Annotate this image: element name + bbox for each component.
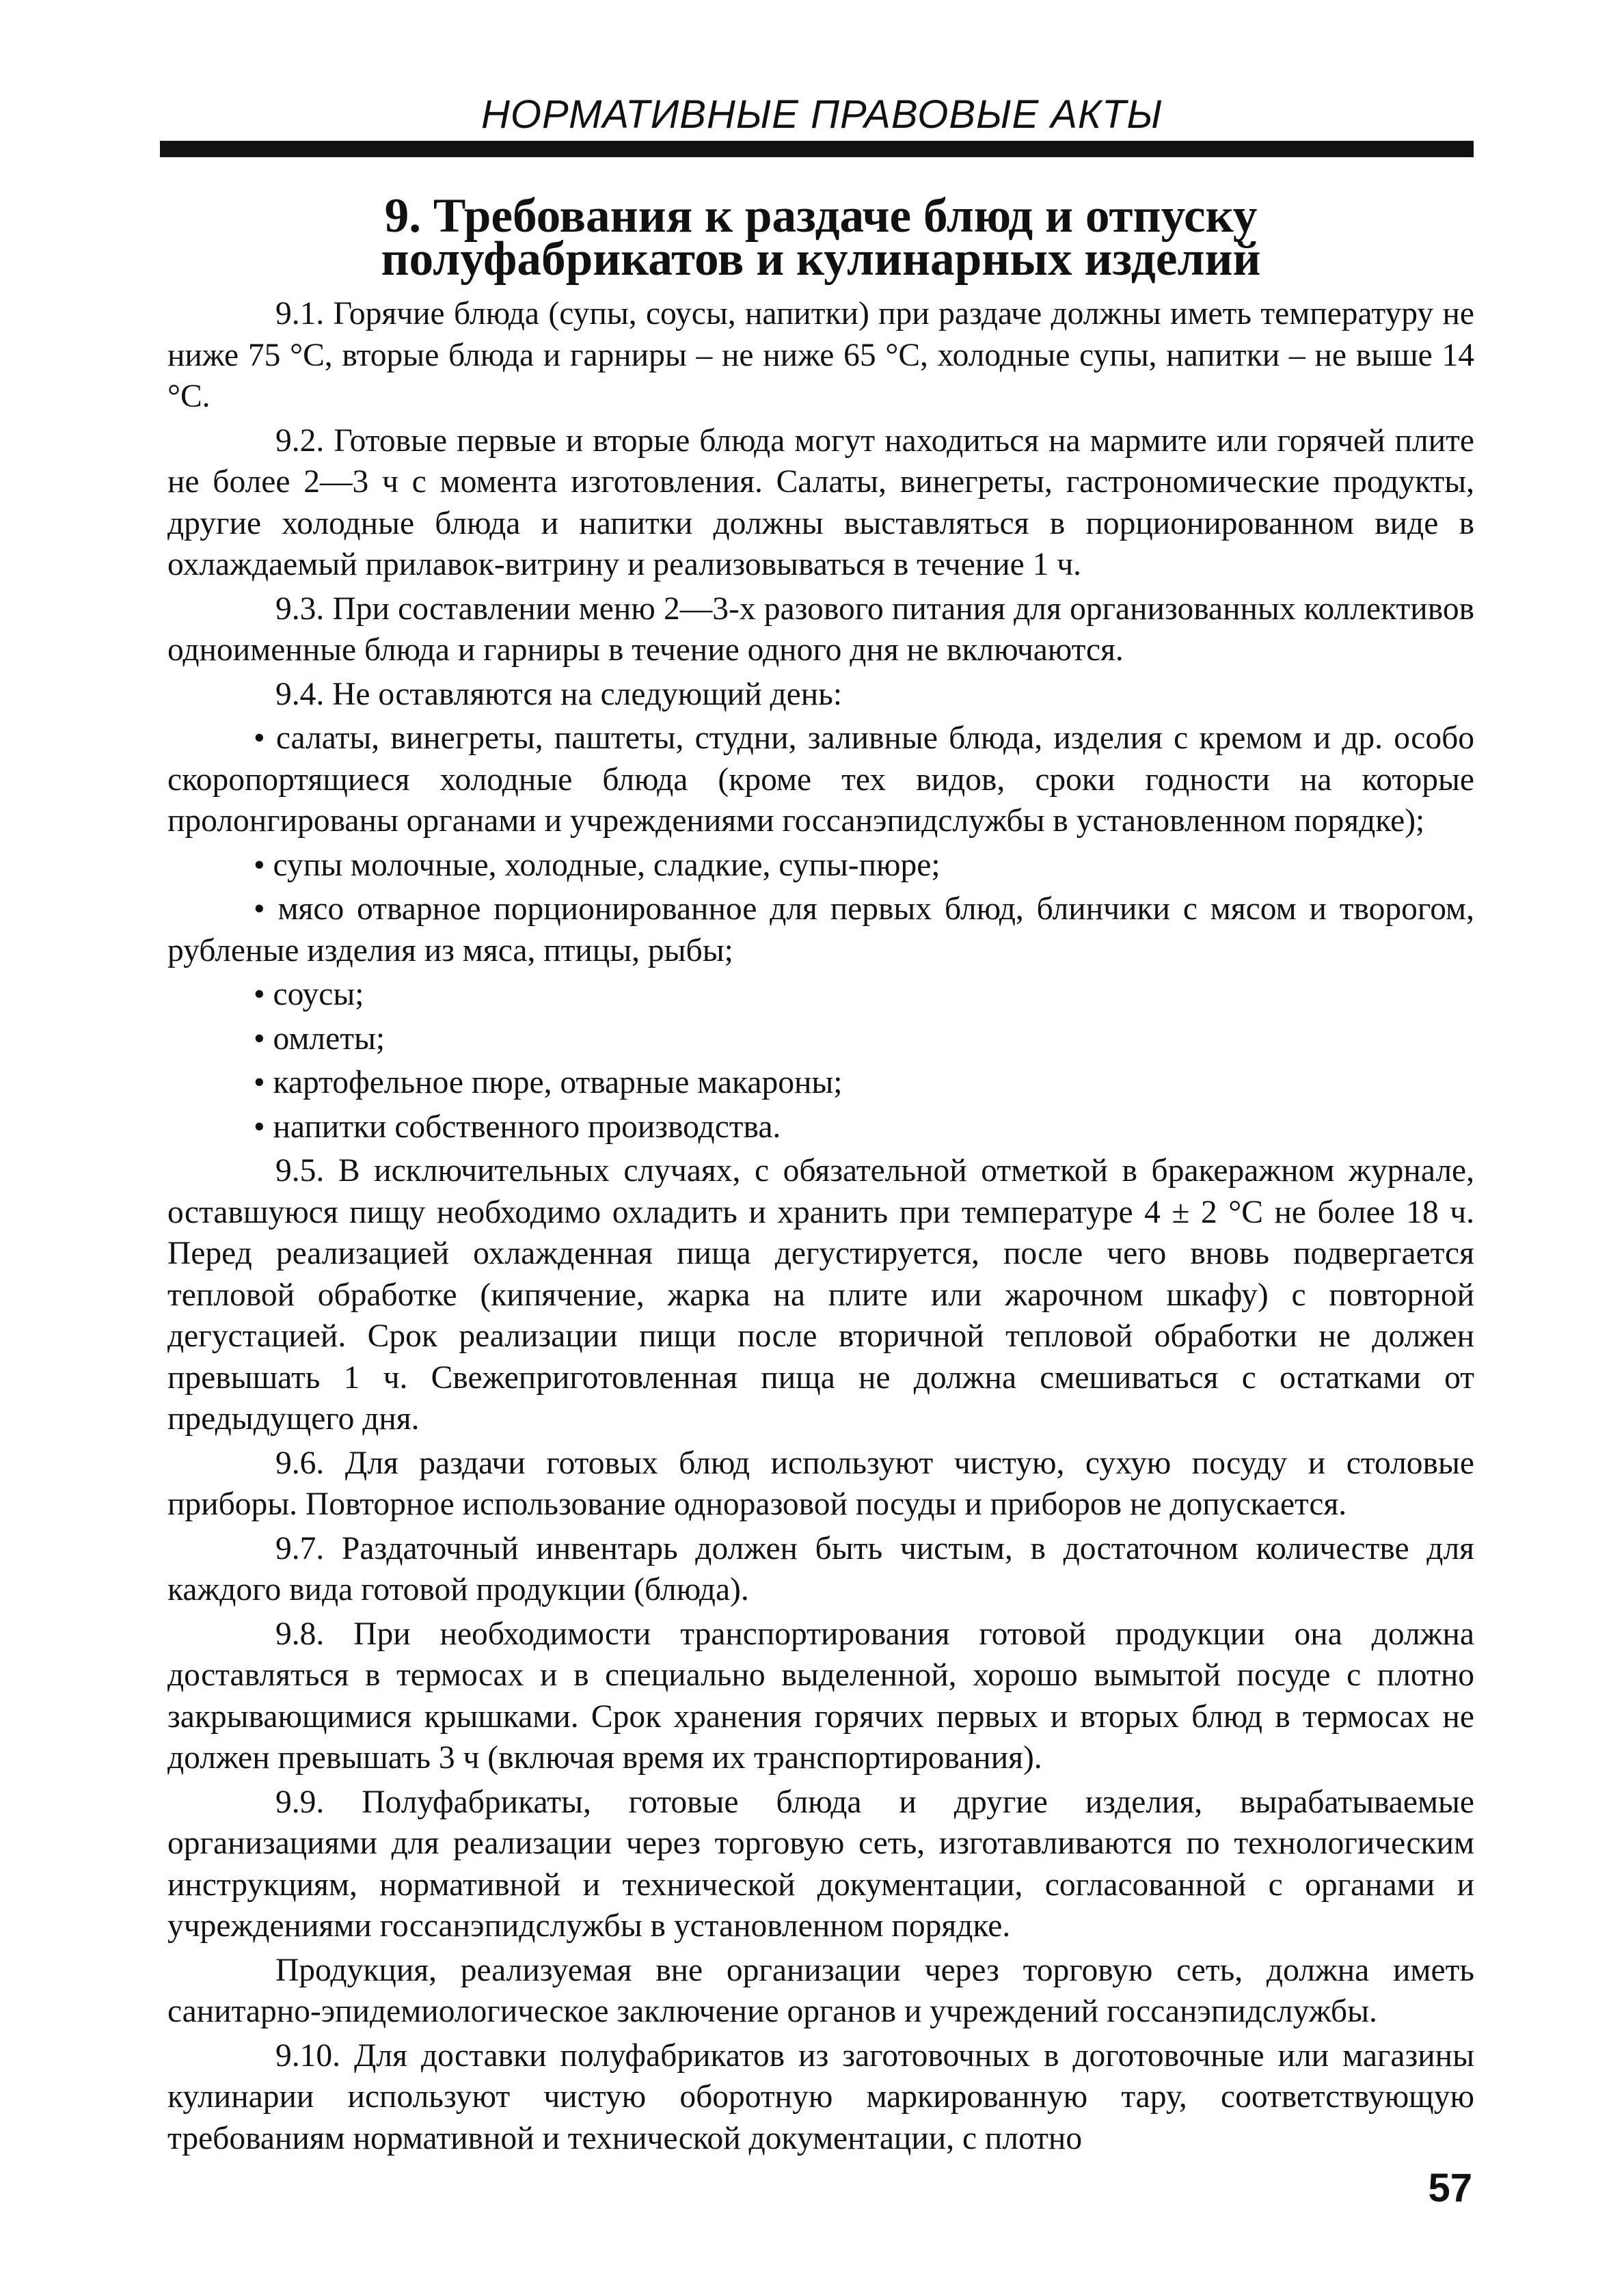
section-title-line-2: полуфабрикатов и кулинарных изделий	[381, 232, 1261, 286]
bullet-item: • салаты, винегреты, паштеты, студни, заливные блюда, изделия с кремом и др. особо скоропортящиеся холодные блюда (кроме тех видов, сроки годности на которые пролонгированы органами и учреждениями госсанэпидслужбы в установленном порядке);	[167, 720, 1474, 839]
section-title	[167, 189, 1474, 286]
paragraph-9-4: 9.4. Не оставляются на следующий день:	[275, 676, 843, 712]
bullet-item: • картофельное пюре, отварные макароны;	[254, 1065, 843, 1100]
bullet-item: • супы молочные, холодные, сладкие, супы-пюре;	[254, 847, 940, 883]
paragraph-9-9-continued: Продукция, реализуемая вне организации через торговую сеть, должна иметь санитарно-эпидемиологическое заключение органов и учреждений госсанэпидслужбы.	[167, 1952, 1474, 2029]
bullet-item: • омлеты;	[254, 1020, 385, 1057]
page-body	[167, 189, 1474, 2162]
bullet-item: • соусы;	[254, 977, 364, 1012]
bullet-item: • напитки собственного производства.	[254, 1109, 781, 1145]
paragraph-9-8: 9.8. При необходимости транспортирования готовой продукции она должна доставляться в термосах и в специально выделенной, хорошо вымытой посуде с плотно закрывающимися крышками. Срок хранения горячих первых и вторых блюд в термосах не должен превышать 3 ч (включая время их транспортирования).	[167, 1616, 1474, 1776]
header-rule	[160, 141, 1474, 157]
section-title-line-1: 9. Требования к раздаче блюд и отпуску	[384, 189, 1258, 243]
paragraph-9-1: 9.1. Горячие блюда (супы, соусы, напитки) при раздаче должны иметь температуру не ниже 75 °С, вторые блюда и гарниры – не ниже 65 °С, холодные супы, напитки – не выше 14 °С.	[167, 296, 1474, 414]
bullet-item: • мясо отварное порционированное для первых блюд, блинчики с мясом и творогом, рубленые изделия из мяса, птицы, рыбы;	[167, 891, 1474, 968]
paragraph-9-10: 9.10. Для доставки полуфабрикатов из заготовочных в доготовочные или магазины кулинарии используют чистую оборотную маркированную тару, соответствующую требованиям нормативной и технической документации, с плотно	[167, 2037, 1474, 2156]
paragraph-9-6: 9.6. Для раздачи готовых блюд используют чистую, сухую посуду и столовые приборы. Повторное использование одноразовой посуды и приборов не допускается.	[167, 1445, 1474, 1522]
paragraph-9-7: 9.7. Раздаточный инвентарь должен быть чистым, в достаточном количестве для каждого вида готовой продукции (блюда).	[167, 1530, 1474, 1607]
paragraph-9-2: 9.2. Готовые первые и вторые блюда могут находиться на мармите или горячей плите не более 2—3 ч с момента изготовления. Салаты, винегреты, гастрономические продукты, другие холодные блюда и напитки должны выставляться в порционированном виде в охлаждаемый прилавок-витрину и реализовываться в течение 1 ч.	[167, 422, 1474, 582]
paragraph-9-3: 9.3. При составлении меню 2—3-х разового питания для организованных коллективов одноименные блюда и гарниры в течение одного дня не включаются.	[167, 590, 1474, 668]
paragraph-9-5: 9.5. В исключительных случаях, с обязательной отметкой в бракеражном журнале, оставшуюся пищу необходимо охладить и хранить при температуре 4 ± 2 °С не более 18 ч. Перед реализацией охлажденная пища дегустируется, после чего вновь подвергается тепловой обработке (кипячение, жарка на плите или жарочном шкафу) с повторной дегустацией. Срок реализации пищи после вторичной тепловой обработки не должен превышать 1 ч. Свежеприготовленная пища не должна смешиваться с остатками от предыдущего дня.	[167, 1153, 1474, 1437]
paragraph-9-9: 9.9. Полуфабрикаты, готовые блюда и другие изделия, вырабатываемые организациями для реализации через торговую сеть, изготавливаются по технологическим инструкциям, нормативной и технической документации, согласованной с органами и учреждениями госсанэпидслужбы в установленном порядке.	[167, 1784, 1474, 1944]
page-number: 57	[1428, 2166, 1472, 2210]
running-header-title: НОРМАТИВНЫЕ ПРАВОВЫЕ АКТЫ	[481, 92, 1163, 137]
